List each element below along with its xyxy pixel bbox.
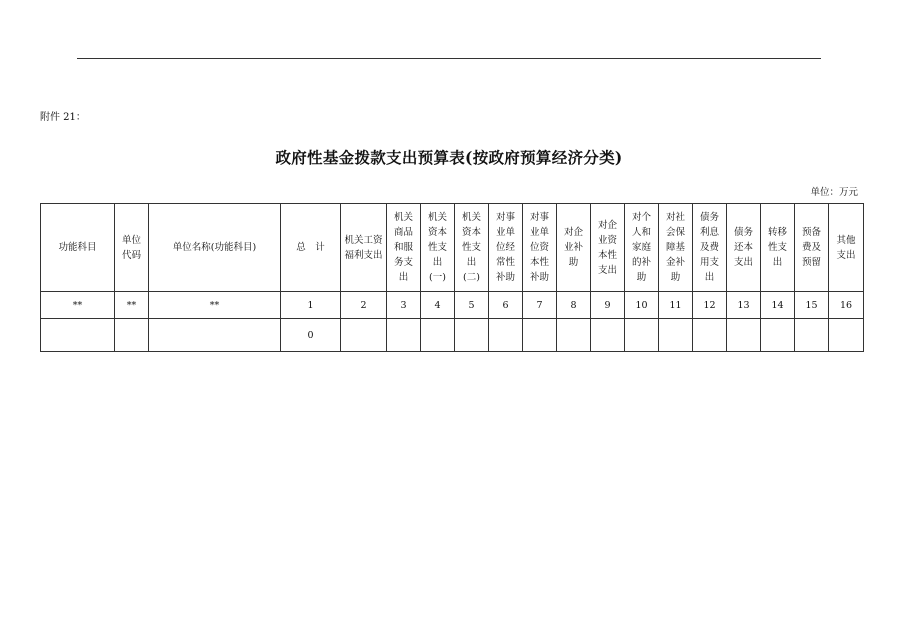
page-title: 政府性基金拨款支出预算表(按政府预算经济分类) xyxy=(275,148,623,167)
index-cell: 10 xyxy=(625,292,659,319)
data-cell xyxy=(625,319,659,352)
index-cell: 6 xyxy=(489,292,523,319)
data-cell xyxy=(591,319,625,352)
top-divider xyxy=(77,58,821,59)
index-cell: 7 xyxy=(523,292,557,319)
header-cell: 对事业单位资本性补助 xyxy=(523,204,557,292)
header-cell: 对个人和家庭的补助 xyxy=(625,204,659,292)
header-cell: 单位名称(功能科目) xyxy=(149,204,281,292)
header-cell: 单位代码 xyxy=(115,204,149,292)
data-cell xyxy=(41,319,115,352)
header-row xyxy=(41,204,864,292)
header-cell: 机关资本性支出(二) xyxy=(455,204,489,292)
data-cell xyxy=(115,319,149,352)
header-cell: 机关工资福利支出 xyxy=(341,204,387,292)
index-cell: 9 xyxy=(591,292,625,319)
index-cell: 2 xyxy=(341,292,387,319)
index-cell: 15 xyxy=(795,292,829,319)
data-cell xyxy=(455,319,489,352)
index-cell: ** xyxy=(41,292,115,319)
budget-table xyxy=(40,203,864,352)
header-cell: 机关资本性支出(一) xyxy=(421,204,455,292)
header-cell: 其他支出 xyxy=(829,204,864,292)
data-cell xyxy=(489,319,523,352)
header-cell: 机关商品和服务支出 xyxy=(387,204,421,292)
index-cell: 14 xyxy=(761,292,795,319)
unit-label: 单位：万元 xyxy=(810,187,858,198)
header-cell: 对企业资本性支出 xyxy=(591,204,625,292)
index-cell: ** xyxy=(149,292,281,319)
index-cell: 1 xyxy=(281,292,341,319)
data-cell xyxy=(341,319,387,352)
index-row xyxy=(41,292,864,319)
data-cell xyxy=(149,319,281,352)
header-cell: 对企业补助 xyxy=(557,204,591,292)
index-cell: 8 xyxy=(557,292,591,319)
data-cell xyxy=(795,319,829,352)
data-cell xyxy=(829,319,864,352)
index-cell: 3 xyxy=(387,292,421,319)
header-cell: 功能科目 xyxy=(41,204,115,292)
attachment-label: 附件 21： xyxy=(40,112,86,123)
data-cell xyxy=(693,319,727,352)
total-cell: 0 xyxy=(281,319,341,352)
data-row xyxy=(41,319,864,352)
data-cell xyxy=(727,319,761,352)
data-cell xyxy=(387,319,421,352)
header-cell: 对事业单位经常性补助 xyxy=(489,204,523,292)
header-cell: 债务还本支出 xyxy=(727,204,761,292)
index-cell: 11 xyxy=(659,292,693,319)
data-cell xyxy=(761,319,795,352)
data-cell xyxy=(523,319,557,352)
header-cell: 总 计 xyxy=(281,204,341,292)
index-cell: 16 xyxy=(829,292,864,319)
index-cell: ** xyxy=(115,292,149,319)
index-cell: 4 xyxy=(421,292,455,319)
index-cell: 13 xyxy=(727,292,761,319)
data-cell xyxy=(659,319,693,352)
header-cell: 预备费及预留 xyxy=(795,204,829,292)
data-cell xyxy=(421,319,455,352)
header-cell: 对社会保障基金补助 xyxy=(659,204,693,292)
header-cell: 转移性支出 xyxy=(761,204,795,292)
index-cell: 12 xyxy=(693,292,727,319)
data-cell xyxy=(557,319,591,352)
header-cell: 债务利息及费用支出 xyxy=(693,204,727,292)
index-cell: 5 xyxy=(455,292,489,319)
